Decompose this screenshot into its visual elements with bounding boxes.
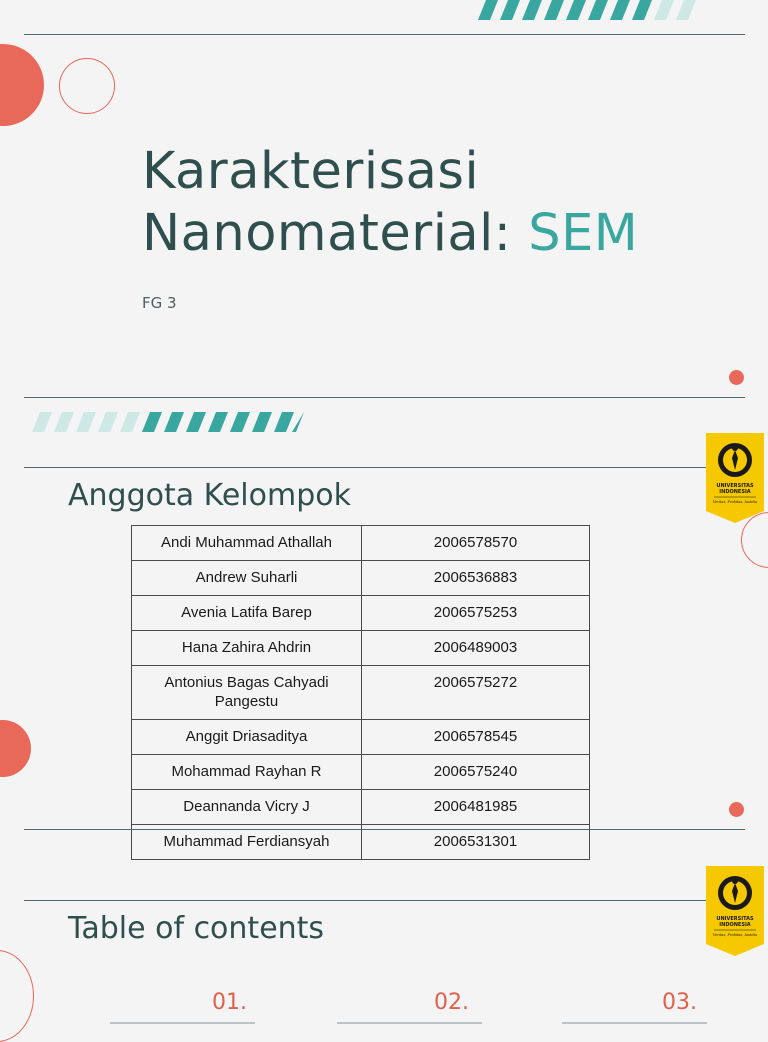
divider-line	[24, 467, 706, 468]
divider-line	[24, 34, 745, 35]
section-heading-members: Anggota Kelompok	[68, 478, 351, 513]
contents-number-2: 02.	[434, 990, 469, 1015]
contents-number-3: 03.	[662, 990, 697, 1015]
table-row	[132, 526, 590, 561]
university-logo-icon	[706, 433, 764, 523]
table-row	[132, 720, 590, 755]
logo-text-1: UNIVERSITAS	[716, 916, 754, 922]
member-name: Antonius Bagas Cahyadi Pangestu	[132, 666, 362, 720]
members-table	[131, 525, 590, 860]
logo-motto: Veritas, Probitas, Iustitia	[712, 500, 758, 504]
member-id: 2006578545	[362, 720, 590, 755]
divider-line	[24, 900, 706, 901]
logo-text-2: INDONESIA	[719, 489, 751, 495]
divider-line	[24, 829, 745, 830]
member-id: 2006575253	[362, 596, 590, 631]
slide-title-line-1: Karakterisasi	[142, 142, 480, 201]
member-id: 2006575272	[362, 666, 590, 720]
member-id: 2006481985	[362, 790, 590, 825]
table-row	[132, 755, 590, 790]
slide-title-line-2	[142, 204, 638, 264]
university-logo-icon	[706, 866, 764, 956]
member-name: Anggit Driasaditya	[132, 720, 362, 755]
member-name: Andi Muhammad Athallah	[132, 526, 362, 561]
coral-dot-decoration	[729, 802, 744, 817]
member-id: 2006536883	[362, 561, 590, 596]
section-stripe-decoration	[32, 412, 304, 434]
coral-circle-decoration	[0, 720, 31, 777]
table-row	[132, 561, 590, 596]
coral-dot-decoration	[729, 370, 744, 385]
member-name: Mohammad Rayhan R	[132, 755, 362, 790]
coral-ring-decoration	[59, 58, 115, 114]
slide-subtitle: FG 3	[142, 294, 177, 312]
divider-line	[24, 397, 745, 398]
member-name: Andrew Suharli	[132, 561, 362, 596]
member-name: Deannanda Vicry J	[132, 790, 362, 825]
logo-text-1: UNIVERSITAS	[716, 483, 754, 489]
member-name: Muhammad Ferdiansyah	[132, 825, 362, 860]
table-row	[132, 631, 590, 666]
table-row	[132, 666, 590, 720]
member-name: Avenia Latifa Barep	[132, 596, 362, 631]
coral-circle-decoration	[0, 44, 44, 126]
logo-motto: Veritas, Probitas, Iustitia	[712, 933, 758, 937]
logo-text-2: INDONESIA	[719, 922, 751, 928]
table-row	[132, 596, 590, 631]
contents-number-1: 01.	[212, 990, 247, 1015]
title-accent-text: SEM	[528, 204, 639, 263]
member-id: 2006531301	[362, 825, 590, 860]
section-heading-contents: Table of contents	[68, 911, 325, 946]
coral-ring-decoration	[0, 950, 34, 1042]
table-row	[132, 790, 590, 825]
member-id: 2006575240	[362, 755, 590, 790]
member-id: 2006578570	[362, 526, 590, 561]
top-stripe-decoration	[478, 0, 710, 22]
member-id: 2006489003	[362, 631, 590, 666]
member-name: Hana Zahira Ahdrin	[132, 631, 362, 666]
title-main-text: Nanomaterial:	[142, 204, 529, 263]
